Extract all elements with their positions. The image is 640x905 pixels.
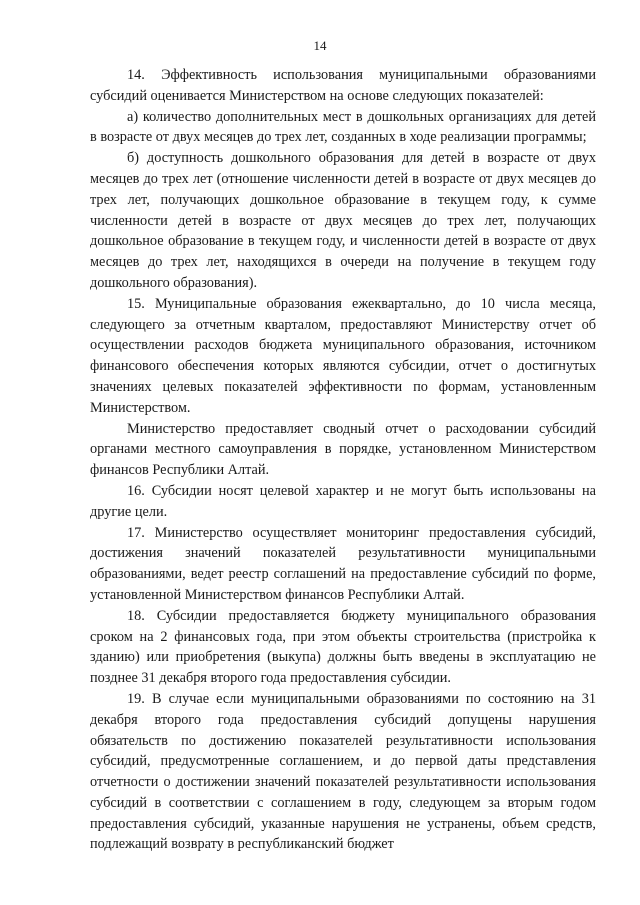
paragraph-15: 15. Муниципальные образования ежеквартально, до 10 числа месяца, следующего за отчетным кварталом, предоставляют Министерству отчет об осуществлении расходов бюджета муниципального образования, источником финансового обеспечения которых являются субсидии, отчет о достигнутых значениях целевых показателей эффективности по формам, установленным Министерством. — [90, 295, 596, 416]
paragraph-14-b: б) доступность дошкольного образования для детей в возрасте от двух месяцев до трех лет (отношение численности детей в возрасте от двух месяцев до трех лет, получающих дошкольное образование в текущем году, к сумме численности детей в возрасте от двух месяцев до трех лет, получающих дошкольное образование в текущем году, и численности детей в возрасте от двух месяцев до трех лет, находящихся в очереди на получение в текущем году дошкольного образования). — [90, 150, 596, 291]
paragraph-14-a: а) количество дополнительных мест в дошкольных организациях для детей в возрасте от двух месяцев до трех лет, созданных в ходе реализации программы; — [90, 108, 596, 146]
page-number: 14 — [313, 38, 327, 53]
paragraph-14-intro: 14. Эффективность использования муниципальными образованиями субсидий оценивается Министерством на основе следующих показателей: — [90, 67, 596, 104]
paragraph-16: 16. Субсидии носят целевой характер и не могут быть использованы на другие цели. — [90, 482, 596, 520]
paragraph-18: 18. Субсидии предоставляется бюджету муниципального образования сроком на 2 финансовых года, при этом объекты строительства (пристройка к зданию) или приобретения (выкупа) должны быть введены в эксплуатацию не позднее 31 декабря второго года предоставления субсидии. — [90, 607, 596, 687]
paragraph-15-summary: Министерство предоставляет сводный отчет о расходовании субсидий органами местного самоуправления в порядке, установленном Министерством финансов Республики Алтай. — [90, 420, 596, 479]
document-body — [90, 65, 596, 855]
paragraph-17: 17. Министерство осуществляет мониторинг предоставления субсидий, достижения значений показателей результативности муниципальными образованиями, ведет реестр соглашений на предоставление субсидий по форме, установленной Министерством финансов Республики Алтай. — [90, 524, 596, 603]
paragraph-19: 19. В случае если муниципальными образованиями по состоянию на 31 декабря второго года предоставления субсидий допущены нарушения обязательств по достижению показателей результативности использования субсидий, предусмотренные соглашением, и до первой даты представления отчетности о достижении значений показателей результативности использования субсидий в соответствии с соглашением в году, следующем за вторым годом предоставления субсидий, указанные нарушения не устранены, объем средств, подлежащий возврату в республиканский бюджет — [90, 690, 596, 853]
